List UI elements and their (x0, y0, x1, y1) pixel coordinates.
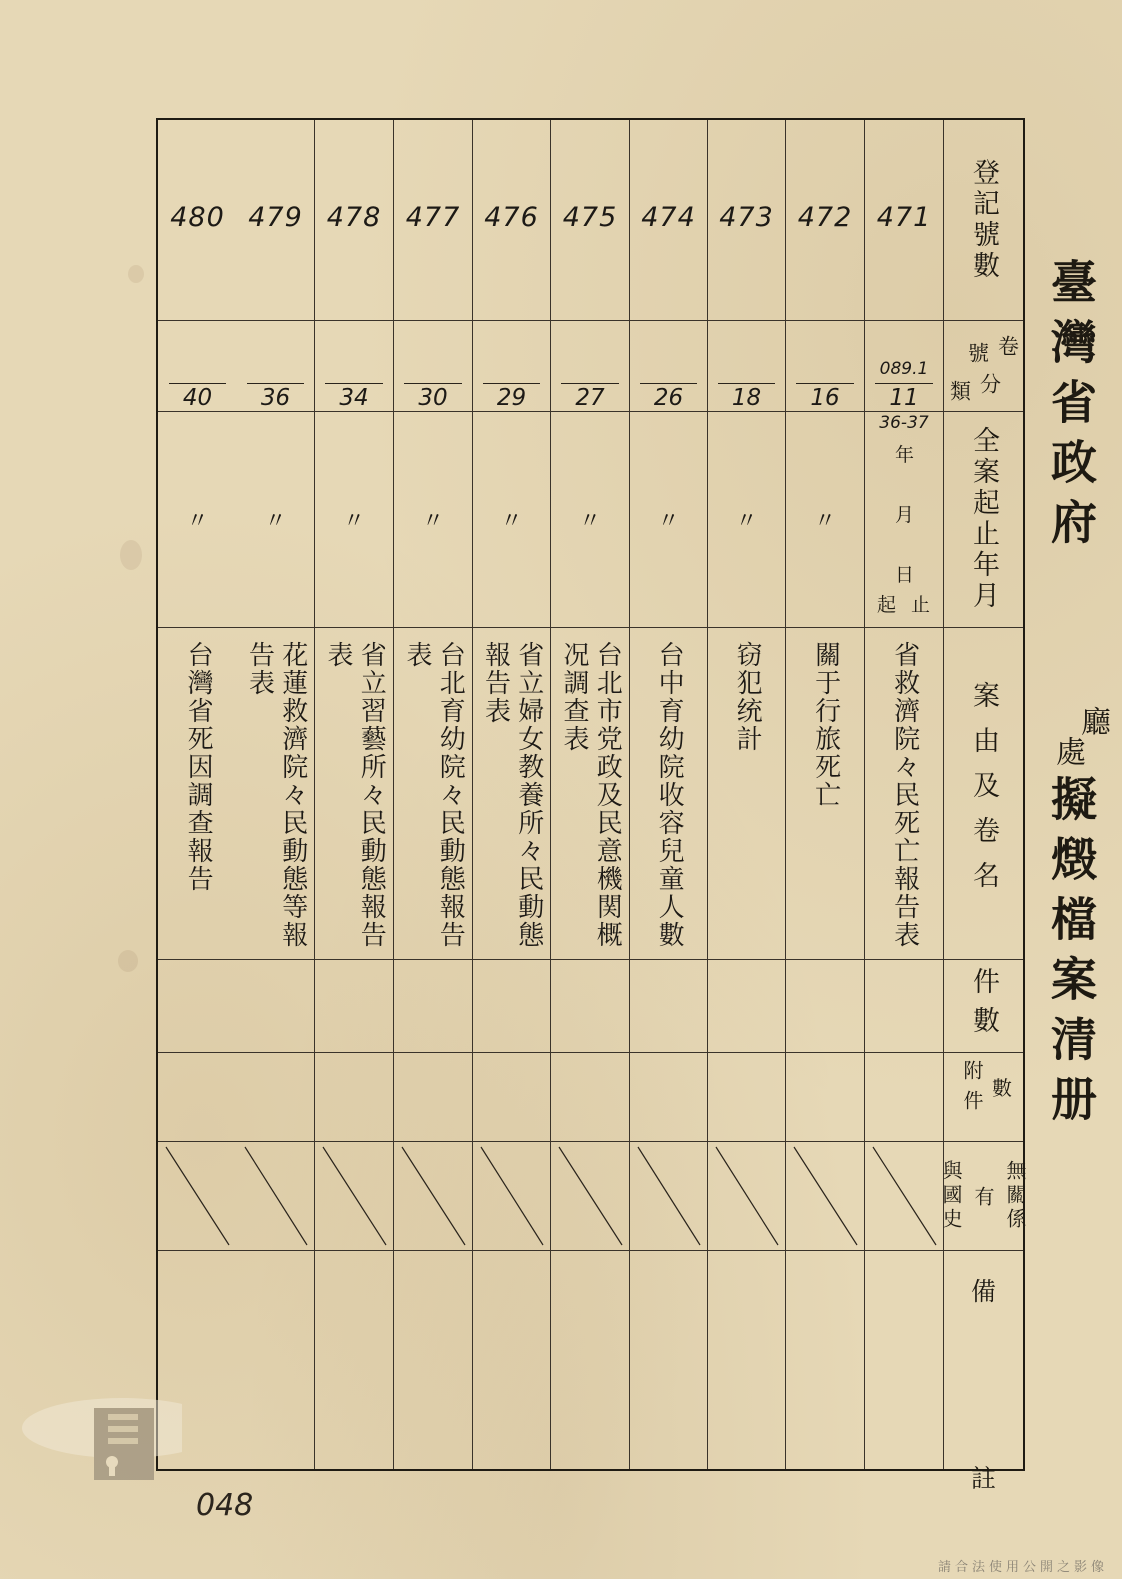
reg-number: 473 (719, 202, 774, 233)
period-mark-end: 止 (911, 594, 931, 616)
item-count-cell (237, 959, 314, 1052)
record-subject: 省救濟院々民死亡報告表 (889, 641, 920, 949)
agency-mark-chu: 處 (1050, 736, 1085, 774)
header-count: 件數 (968, 966, 999, 1045)
record-column (473, 120, 551, 1469)
period-value: 〃 (578, 508, 601, 534)
item-count-cell (551, 959, 629, 1052)
item-count-cell (786, 959, 864, 1052)
agency-mark-ting: 廳 (1075, 706, 1110, 744)
period-value: 36-37 (879, 413, 929, 433)
relation-cross-out (865, 1141, 944, 1250)
paper-stain (120, 540, 142, 570)
period-value: 〃 (813, 508, 836, 534)
volume-number: 11 (889, 381, 918, 411)
header-volume-class (945, 328, 1023, 404)
remarks-cell (394, 1250, 472, 1473)
relation-cross-out (237, 1141, 315, 1250)
volume-number: 26 (654, 381, 683, 411)
period-value: 〃 (500, 508, 523, 534)
header-class: 分 類 (947, 372, 1002, 404)
volume-number: 16 (810, 381, 839, 411)
header-attach-label: 附件 (960, 1060, 984, 1120)
attachment-cell (708, 1052, 785, 1141)
remarks-cell (708, 1250, 785, 1473)
relation-cross-out (473, 1141, 551, 1250)
item-count-cell (708, 959, 785, 1052)
volume-number: 18 (732, 381, 761, 411)
record-subject: 台中育幼院收容兒童人數 (654, 641, 685, 949)
record-subject: 窃犯统計 (732, 641, 763, 753)
header-subject: 案由及卷名 (968, 680, 999, 906)
history-relation-cell (315, 1141, 393, 1250)
header-attach-shu: 數 (992, 1076, 1012, 1100)
record-subject: 台灣省死因調查報告 (183, 641, 214, 893)
subtitle-text: 擬燬檔案清册 (1044, 775, 1098, 1135)
volume-number: 30 (418, 381, 447, 411)
record-column (630, 120, 708, 1469)
volume-number: 34 (339, 381, 368, 411)
document-subtitle (1038, 775, 1104, 1135)
relation-cross-out (708, 1141, 786, 1250)
relation-cross-out (158, 1141, 237, 1250)
period-mark-day: 日 (895, 564, 915, 586)
relation-cross-out (551, 1141, 630, 1250)
attachment-cell (394, 1052, 472, 1141)
header-remarks-top: 備 (970, 1277, 996, 1306)
period-value: 〃 (186, 508, 209, 534)
paper-stain (118, 950, 138, 972)
record-subject: 台北育幼院々民動態報告表 (402, 641, 466, 949)
attachment-cell (865, 1052, 943, 1141)
history-relation-cell (708, 1141, 785, 1250)
item-count-cell (865, 959, 943, 1052)
history-relation-cell (237, 1141, 314, 1250)
period-mark-start: 起 (877, 594, 897, 616)
reg-number: 472 (797, 202, 853, 233)
item-count-cell (473, 959, 550, 1052)
attachment-cell (473, 1052, 550, 1141)
record-subject: 省立婦女教養所々民動態報告表 (480, 641, 544, 949)
header-remarks-bottom: 註 (970, 1464, 996, 1493)
relation-cross-out (394, 1141, 473, 1250)
register-table (156, 118, 1027, 1493)
record-subject: 花蓮救濟院々民動態等報告表 (244, 641, 308, 949)
record-subject: 關于行旅死亡 (810, 641, 841, 809)
page-number: 048 (196, 1488, 254, 1523)
footer-usage-notice: 請合法使用公開之影像 (937, 1560, 1108, 1575)
period-mark-year: 年 (895, 444, 915, 466)
record-column (158, 120, 237, 1469)
history-relation-cell (630, 1141, 707, 1250)
header-reg-no: 登記號數 (968, 158, 999, 282)
reg-number: 479 (248, 202, 303, 233)
item-count-cell (630, 959, 707, 1052)
remarks-cell (237, 1250, 314, 1473)
attachment-cell (551, 1052, 629, 1141)
header-volume-no: 卷 號 (965, 334, 1020, 366)
paper-stain (128, 265, 144, 283)
record-column (315, 120, 394, 1469)
volume-number: 40 (183, 381, 212, 411)
volume-class-top: 089.1 (879, 359, 929, 379)
reg-number: 474 (641, 202, 696, 233)
remarks-cell (630, 1250, 707, 1473)
record-column (237, 120, 315, 1469)
header-period: 全案起止年月 (968, 426, 999, 612)
record-column (394, 120, 473, 1469)
header-attachment (944, 1052, 1023, 1141)
record-subject: 台北市党政及民意機関概况調查表 (559, 641, 623, 949)
period-mark-month: 月 (895, 504, 915, 526)
archive-logo-watermark (12, 1368, 182, 1508)
remarks-cell (786, 1250, 864, 1473)
history-relation-cell (551, 1141, 629, 1250)
record-column (551, 120, 630, 1469)
attachment-cell (315, 1052, 393, 1141)
period-marks (873, 430, 943, 620)
period-value: 〃 (421, 508, 444, 534)
item-count-cell (158, 959, 237, 1052)
relation-cross-out (630, 1141, 708, 1250)
reg-number: 471 (876, 202, 932, 233)
attachment-cell (158, 1052, 237, 1141)
remarks-cell (865, 1250, 943, 1473)
volume-number: 36 (261, 381, 290, 411)
agency-mark-2 (1045, 736, 1089, 774)
record-column (708, 120, 786, 1469)
attachment-cell (630, 1052, 707, 1141)
item-count-cell (394, 959, 472, 1052)
record-subject: 省立習藝所々民動態報告表 (323, 641, 387, 949)
reg-number: 476 (484, 202, 539, 233)
header-column (939, 120, 1027, 1493)
period-value: 〃 (657, 508, 680, 534)
reg-number: 475 (562, 202, 618, 233)
relation-cross-out (786, 1141, 865, 1250)
history-relation-cell (865, 1141, 943, 1250)
history-relation-cell (473, 1141, 550, 1250)
period-value: 〃 (735, 508, 758, 534)
reg-number: 477 (405, 202, 461, 233)
record-column (865, 120, 944, 1469)
volume-number: 29 (497, 381, 526, 411)
relation-cross-out (315, 1141, 394, 1250)
period-value: 〃 (264, 508, 287, 534)
period-value: 〃 (342, 508, 365, 534)
attachment-cell (786, 1052, 864, 1141)
attachment-cell (237, 1052, 314, 1141)
remarks-cell (315, 1250, 393, 1473)
history-relation-cell (786, 1141, 864, 1250)
record-column (786, 120, 865, 1469)
reg-number: 478 (326, 202, 382, 233)
history-relation-cell (394, 1141, 472, 1250)
volume-number: 27 (575, 381, 604, 411)
item-count-cell (315, 959, 393, 1052)
remarks-cell (551, 1250, 629, 1473)
title-province: 臺灣省政府 (1044, 258, 1098, 558)
history-relation-cell (158, 1141, 237, 1250)
remarks-cell (473, 1250, 550, 1473)
header-relation: 無關係 有 與國史 (939, 1159, 1027, 1232)
reg-number: 480 (170, 202, 225, 233)
